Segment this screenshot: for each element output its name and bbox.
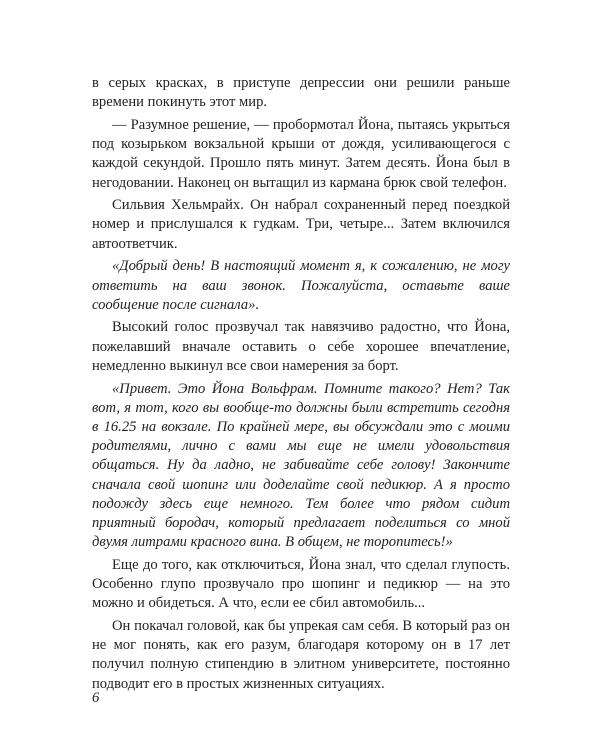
paragraph-6-voicemail-message: «Привет. Это Йона Вольфрам. Помните такого? Нет? Так вот, я тот, кого вы вообще-то должны были встретить сегодня в 16.25 на вокзале. По крайней мере, вы обсуждали это с моими родителями, лично с вами мы еще не имели удовольствия общаться. Ну да ладно, не забивайте себе голову! Закончите сначала свой шопинг или доделайте свой педикюр. А я просто подожду здесь еще немного. Тем более что рядом сидит приятный бородач, который предлагает поделиться со мной двумя литрами красного вина. В общем, не торопитесь!» (92, 380, 510, 551)
paragraph-2: — Разумное решение, — пробормотал Йона, пытаясь укрыться под козырьком вокзальной крыши от дождя, усиливающегося с каждой секундой. Прошло пять минут. Затем десять. Йона был в негодовании. Наконец он вытащил из кармана брюк свой телефон. (92, 116, 510, 191)
paragraph-8: Он покачал головой, как бы упрекая сам себя. В который раз он не мог понять, как его разум, благодаря которому он в 17 лет получил полную стипендию в элитном университете, постоянно подводит его в простых жизненных ситуациях. (92, 617, 510, 692)
paragraph-4-voicemail-greeting: «Добрый день! В настоящий момент я, к сожалению, не могу ответить на ваш звонок. Пожалуйста, оставьте ваше сообщение после сигнала». (92, 258, 510, 313)
page-number: 6 (92, 690, 100, 706)
paragraph-5: Высокий голос прозвучал так навязчиво радостно, что Йона, пожелавший вначале оставить о себе хорошее впечатление, немедленно выкинул все свои намерения за борт. (92, 319, 510, 374)
paragraph-1: в серых красках, в приступе депрессии они решили раньше времени покинуть этот мир. (92, 75, 510, 111)
page-body (92, 74, 510, 697)
paragraph-7: Еще до того, как отключиться, Йона знал, что сделал глупость. Особенно глупо прозвучало про шопинг и педикюр — на это можно и обидеться. А что, если ее сбил автомобиль... (92, 556, 510, 612)
paragraph-3: Сильвия Хельмрайх. Он набрал сохраненный перед поездкой номер и прислушался к гудкам. Три, четыре... Затем включился автоответчик. (92, 197, 510, 252)
